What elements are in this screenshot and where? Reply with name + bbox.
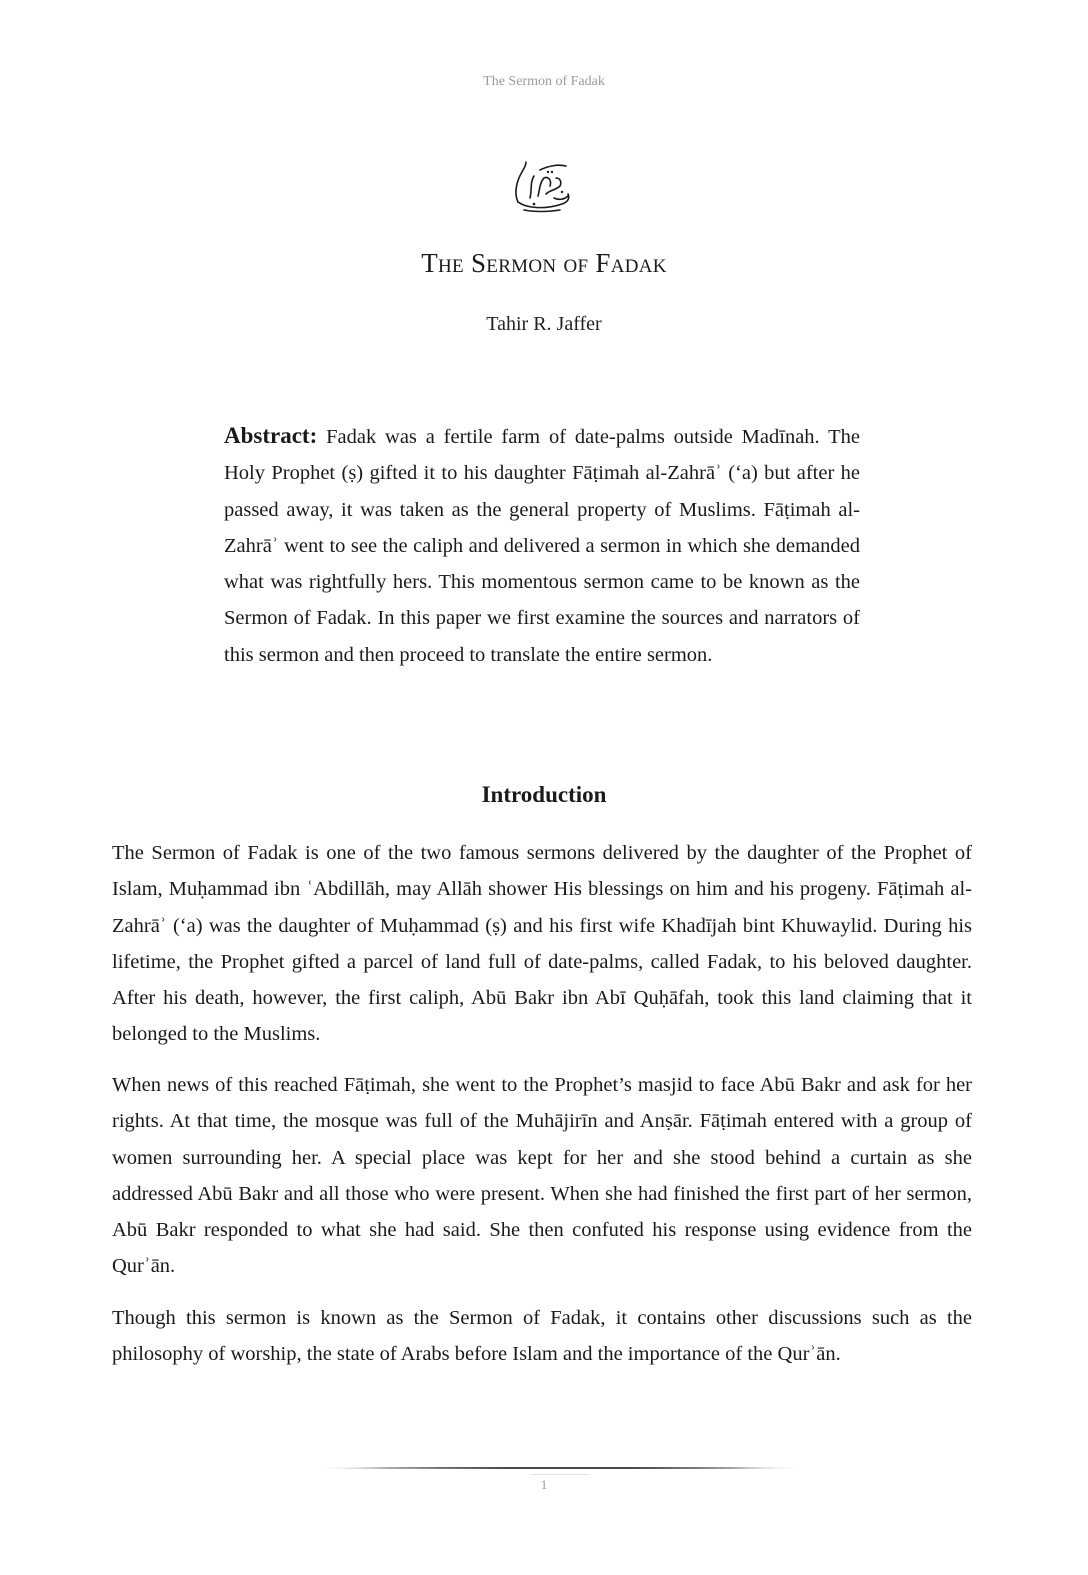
running-header: The Sermon of Fadak (483, 74, 605, 89)
paper-author: Tahir R. Jaffer (486, 313, 602, 335)
body-paragraph: Though this sermon is known as the Sermon of Fadak, it contains other discussions such as the philosophy of worship, the state of Arabs before Islam and the importance of the Qurʾān. (112, 1307, 972, 1366)
body-paragraph: When news of this reached Fāṭimah, she went to the Prophet’s masjid to face Abū Bakr and ask for her rights. At that time, the mosque was full of the Muhājirīn and Anṣār. Fāṭimah entered with a group of women surrounding her. A special place was kept for her and she stood behind a curtain as she addressed Abū Bakr and all those who were present. When she had finished the first part of her sermon, Abū Bakr responded to what she had said. She then confuted his response using evidence from the Qurʾān. (112, 1074, 972, 1278)
section-heading-introduction: Introduction (481, 782, 607, 807)
abstract (224, 418, 860, 673)
page-number: 1 (540, 1477, 548, 1492)
footer-rule (312, 1466, 808, 1470)
bismillah-calligraphy-icon (504, 158, 582, 214)
abstract-text: Fadak was a fertile farm of date-palms outside Madīnah. The Holy Prophet (ṣ) gifted it to his daughter Fāṭimah al-Zahrāʾ (‘a) but after he passed away, it was taken as the general property of Muslims. Fāṭimah al-Zahrāʾ went to see the caliph and delivered a sermon in which she demanded what was rightfully hers. This momentous sermon came to be known as the Sermon of Fadak. In this paper we first examine the sources and narrators of this sermon and then proceed to translate the entire sermon. (224, 426, 861, 666)
page-number-divider (530, 1474, 590, 1475)
body-paragraph: The Sermon of Fadak is one of the two famous sermons delivered by the daughter of the Prophet of Islam, Muḥammad ibn ʿAbdillāh, may Allāh shower His blessings on him and his progeny. Fāṭimah al-Zahrāʾ (‘a) was the daughter of Muḥammad (ṣ) and his first wife Khadījah bint Khuwaylid. During his lifetime, the Prophet gifted a parcel of land full of date-palms, called Fadak, to his beloved daughter. After his death, however, the first caliph, Abū Bakr ibn Abī Quḥāfah, took this land claiming that it belonged to the Muslims. (112, 842, 972, 1046)
paper-title: The Sermon of Fadak (421, 248, 667, 278)
abstract-label: Abstract: (224, 423, 318, 448)
